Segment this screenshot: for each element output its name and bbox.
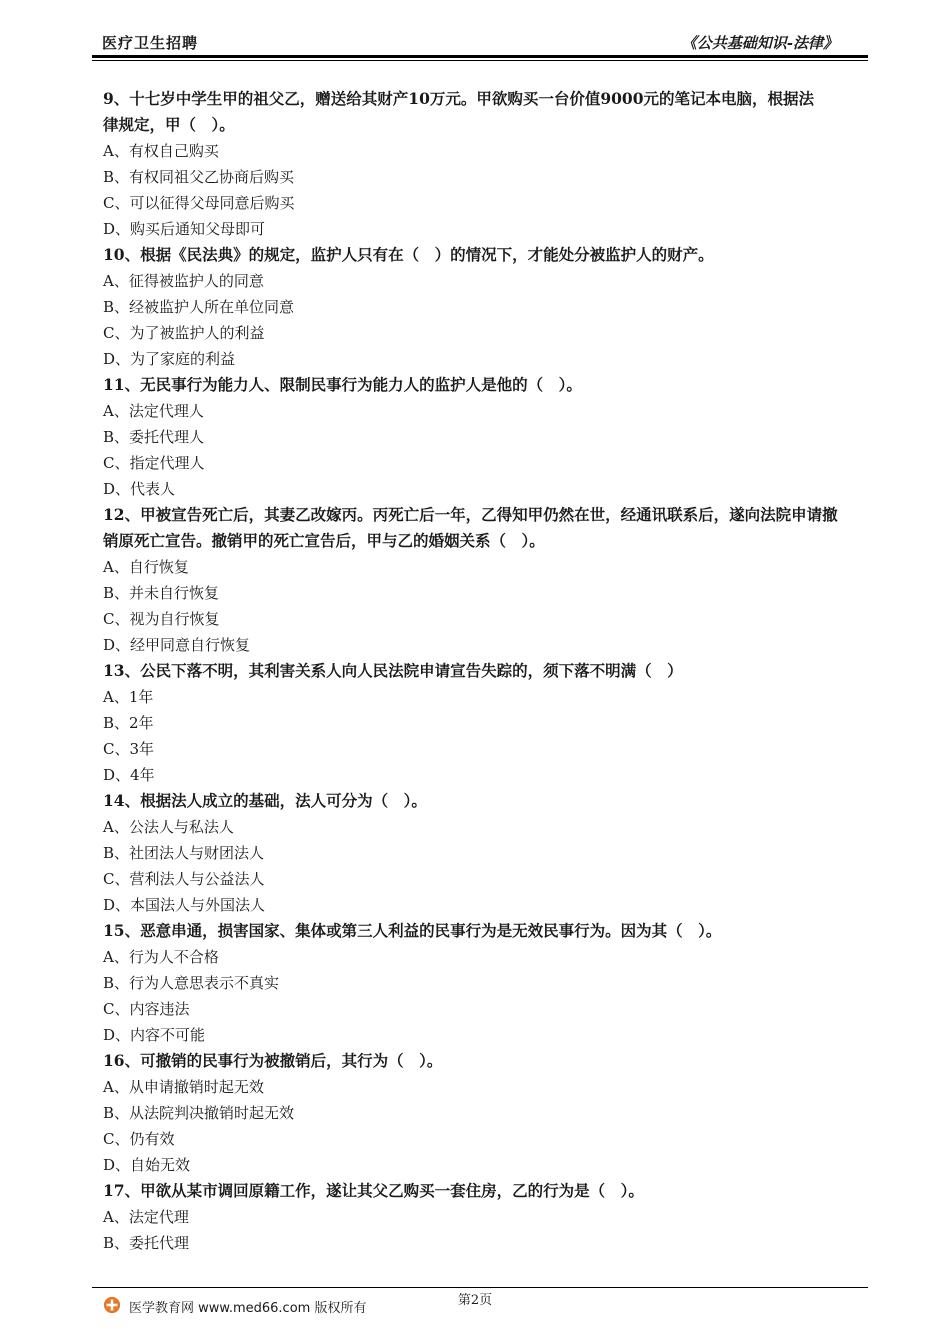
question-13 (103, 658, 863, 788)
question-stem: 销原死亡宣告。撤销甲的死亡宣告后，甲与乙的婚姻关系（ ）。 (103, 531, 545, 550)
header-left-title: 医疗卫生招聘 (102, 34, 199, 52)
option-a: A、1年 (103, 688, 154, 706)
option-a: A、法定代理 (103, 1208, 189, 1226)
question-9 (103, 86, 863, 242)
med66-logo-icon (103, 1296, 121, 1314)
option-b: B、经被监护人所在单位同意 (103, 298, 295, 316)
option-d: D、4年 (103, 766, 155, 784)
option-c: C、为了被监护人的利益 (103, 324, 265, 342)
option-c: C、可以征得父母同意后购买 (103, 194, 295, 212)
question-11 (103, 372, 863, 502)
question-stem: 16、可撤销的民事行为被撤销后，其行为（ ）。 (103, 1051, 443, 1070)
question-12 (103, 502, 863, 658)
option-a: A、征得被监护人的同意 (103, 272, 264, 290)
option-b: B、并未自行恢复 (103, 584, 220, 602)
option-d: D、经甲同意自行恢复 (103, 636, 251, 654)
option-c: C、视为自行恢复 (103, 610, 220, 628)
option-b: B、从法院判决撤销时起无效 (103, 1104, 295, 1122)
question-stem: 律规定，甲（ ）。 (103, 115, 235, 134)
option-a: A、有权自己购买 (103, 142, 219, 160)
question-stem: 15、恶意串通，损害国家、集体或第三人利益的民事行为是无效民事行为。因为其（ ）。 (103, 921, 722, 940)
option-b: B、委托代理 (103, 1234, 190, 1252)
option-b: B、委托代理人 (103, 428, 205, 446)
option-b: B、社团法人与财团法人 (103, 844, 265, 862)
option-d: D、内容不可能 (103, 1026, 206, 1044)
question-stem: 13、公民下落不明，其利害关系人向人民法院申请宣告失踪的，须下落不明满（ ） (103, 661, 683, 680)
option-d: D、为了家庭的利益 (103, 350, 236, 368)
option-a: A、从申请撤销时起无效 (103, 1078, 264, 1096)
option-c: C、仍有效 (103, 1130, 175, 1148)
header-rule-thin (92, 60, 868, 61)
option-b: B、2年 (103, 714, 154, 732)
option-c: C、指定代理人 (103, 454, 205, 472)
question-stem: 10、根据《民法典》的规定，监护人只有在（ ）的情况下，才能处分被监护人的财产。 (103, 245, 714, 264)
question-stem: 14、根据法人成立的基础，法人可分为（ ）。 (103, 791, 427, 810)
footer-rule (92, 1287, 868, 1288)
option-d: D、代表人 (103, 480, 176, 498)
option-a: A、行为人不合格 (103, 948, 219, 966)
question-17 (103, 1178, 863, 1256)
question-stem: 11、无民事行为能力人、限制民事行为能力人的监护人是他的（ ）。 (103, 375, 582, 394)
option-c: C、3年 (103, 740, 155, 758)
question-10 (103, 242, 863, 372)
option-d: D、自始无效 (103, 1156, 191, 1174)
option-a: A、自行恢复 (103, 558, 189, 576)
option-a: A、公法人与私法人 (103, 818, 234, 836)
question-stem: 17、甲欲从某市调回原籍工作，遂让其父乙购买一套住房，乙的行为是（ ）。 (103, 1181, 644, 1200)
option-b: B、行为人意思表示不真实 (103, 974, 280, 992)
question-stem: 9、十七岁中学生甲的祖父乙，赠送给其财产10万元。甲欲购买一台价值9000元的笔记本电脑，根据法 (103, 89, 814, 108)
option-c: C、内容违法 (103, 1000, 190, 1018)
option-d: D、购买后通知父母即可 (103, 220, 266, 238)
option-a: A、法定代理人 (103, 402, 204, 420)
question-list (103, 86, 863, 1256)
question-14 (103, 788, 863, 918)
page-number: 第2页 (457, 1293, 493, 1308)
header-rule-thick (92, 55, 868, 58)
option-c: C、营利法人与公益法人 (103, 870, 265, 888)
page-header (92, 30, 868, 56)
question-15 (103, 918, 863, 1048)
question-stem: 12、甲被宣告死亡后，其妻乙改嫁丙。丙死亡后一年，乙得知甲仍然在世，经通讯联系后，遂向法院申请撤 (103, 505, 838, 524)
option-d: D、本国法人与外国法人 (103, 896, 266, 914)
header-right-title: 《公共基础知识-法律》 (681, 34, 838, 52)
footer-copyright: 医学教育网 www.med66.com 版权所有 (129, 1301, 367, 1316)
option-b: B、有权同祖父乙协商后购买 (103, 168, 295, 186)
question-16 (103, 1048, 863, 1178)
